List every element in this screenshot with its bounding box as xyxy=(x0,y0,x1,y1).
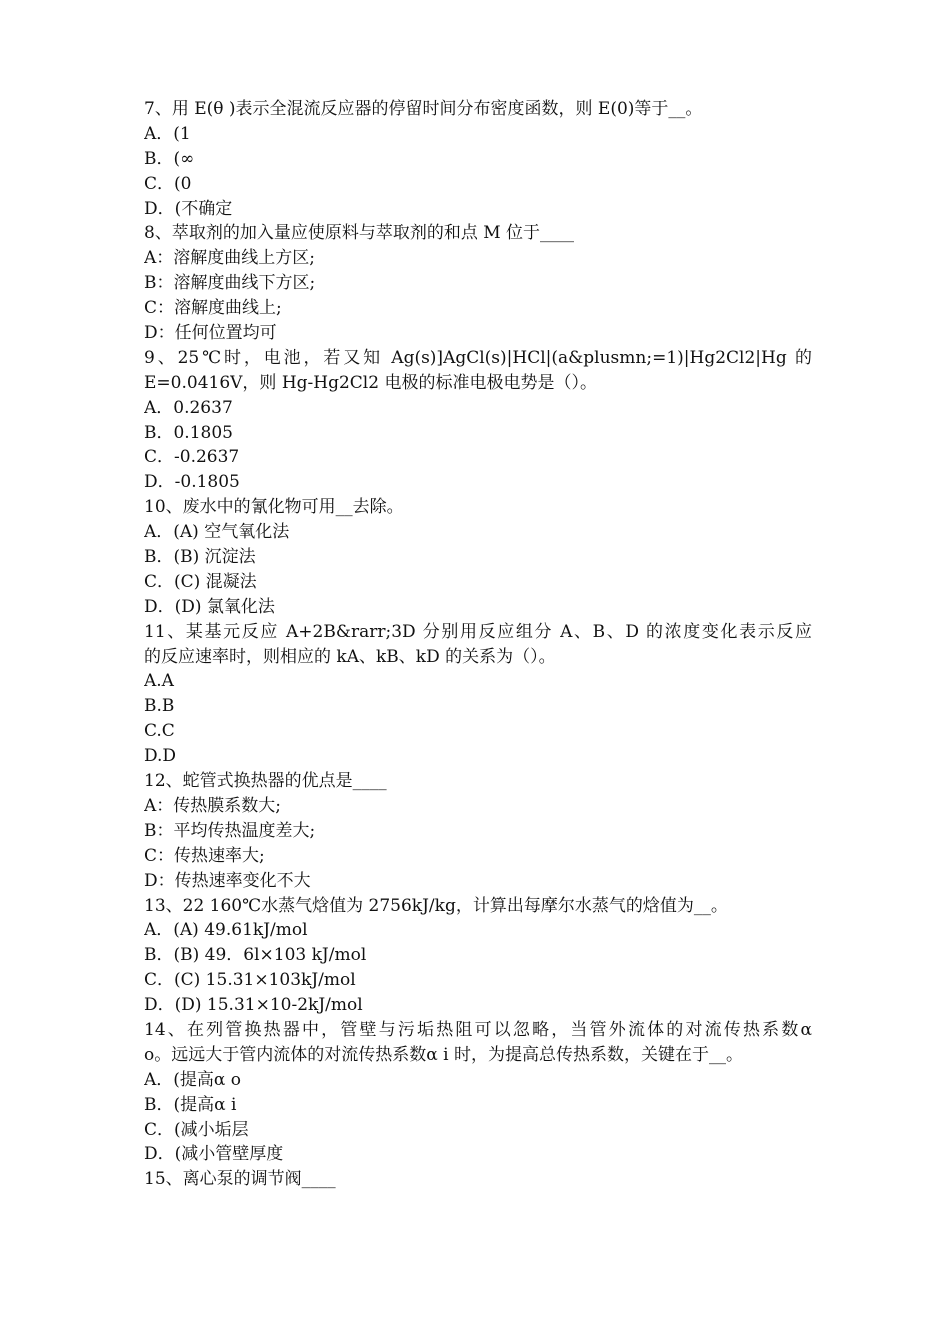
question-12-option-a: A：传热膜系数大; xyxy=(144,795,282,816)
question-9-option-b: B．0.1805 xyxy=(144,422,233,443)
question-9-stem-line-2: E=0.0416V，则 Hg-Hg2Cl2 电极的标准电极电势是（）。 xyxy=(144,372,597,393)
question-7-option-a: A．(1 xyxy=(144,123,191,144)
question-10-option-c: C．(C) 混凝法 xyxy=(144,571,257,592)
question-13-option-c: C．(C) 15.31×103kJ/mol xyxy=(144,970,356,991)
question-12-stem: 12、蛇管式换热器的优点是____ xyxy=(144,771,387,792)
question-14-stem-line-2: o。远远大于管内流体的对流传热系数α i 时，为提高总传热系数，关键在于__。 xyxy=(144,1044,743,1065)
question-10-stem: 10、废水中的氰化物可用__去除。 xyxy=(144,497,404,518)
document-page xyxy=(144,97,812,1192)
question-11-stem-line-2: 的反应速率时，则相应的 kA、kB、kD 的关系为（）。 xyxy=(144,646,556,667)
question-11-option-c: C.C xyxy=(144,721,175,742)
question-8-stem: 8、萃取剂的加入量应使原料与萃取剂的和点 M 位于____ xyxy=(144,223,575,244)
question-10-option-b: B．(B) 沉淀法 xyxy=(144,547,256,568)
question-8-option-d: D：任何位置均可 xyxy=(144,323,277,344)
question-14-option-c: C．(减小垢层 xyxy=(144,1119,249,1140)
question-11-stem-line-1: 11、某基元反应 A+2B&rarr;3D 分别用反应组分 A、B、D 的浓度变化表示反应 xyxy=(144,621,812,642)
question-9-stem-line-1: 9、25℃时，电池，若又知 Ag(s)]AgCl(s)|HCl|(a&plusmn;=1)|Hg2Cl2|Hg 的 xyxy=(144,347,812,368)
question-11-option-a: A.A xyxy=(144,671,174,692)
question-9-option-d: D．-0.1805 xyxy=(144,472,240,493)
question-7-stem: 7、用 E(θ )表示全混流反应器的停留时间分布密度函数，则 E(0)等于__。 xyxy=(144,99,703,119)
question-15-stem: 15、离心泵的调节阀____ xyxy=(144,1169,336,1190)
question-10-option-d: D．(D) 氯氧化法 xyxy=(144,596,275,617)
question-10-option-a: A．(A) 空气氧化法 xyxy=(144,522,290,543)
question-9-option-c: C．-0.2637 xyxy=(144,447,240,468)
question-8-option-a: A：溶解度曲线上方区; xyxy=(144,248,316,269)
question-8-option-b: B：溶解度曲线下方区; xyxy=(144,273,316,294)
question-7-option-d: D．(不确定 xyxy=(144,198,233,219)
question-11-option-d: D.D xyxy=(144,746,177,767)
question-13-option-b: B．(B) 49．6l×103 kJ/mol xyxy=(144,945,367,966)
question-13-option-a: A．(A) 49.61kJ/mol xyxy=(144,920,308,941)
question-13-stem: 13、22 160℃水蒸气焓值为 2756kJ/kg，计算出每摩尔水蒸气的焓值为__。 xyxy=(144,895,728,916)
question-13-option-d: D．(D) 15.31×10-2kJ/mol xyxy=(144,995,363,1016)
question-9-option-a: A．0.2637 xyxy=(144,397,233,418)
question-7-option-b: B．(∞ xyxy=(144,148,195,169)
question-14-stem-line-1: 14、在列管换热器中，管壁与污垢热阻可以忽略，当管外流体的对流传热系数α xyxy=(144,1019,812,1040)
question-14-option-a: A．(提高α o xyxy=(144,1069,242,1090)
question-14-option-b: B．(提高α i xyxy=(144,1094,237,1115)
question-12-option-d: D：传热速率变化不大 xyxy=(144,870,311,891)
question-8-option-c: C：溶解度曲线上; xyxy=(144,298,282,319)
question-7-option-c: C．(0 xyxy=(144,173,192,194)
question-12-option-b: B：平均传热温度差大; xyxy=(144,820,316,841)
question-12-option-c: C：传热速率大; xyxy=(144,845,265,866)
question-14-option-d: D．(减小管壁厚度 xyxy=(144,1144,284,1165)
question-11-option-b: B.B xyxy=(144,696,175,717)
